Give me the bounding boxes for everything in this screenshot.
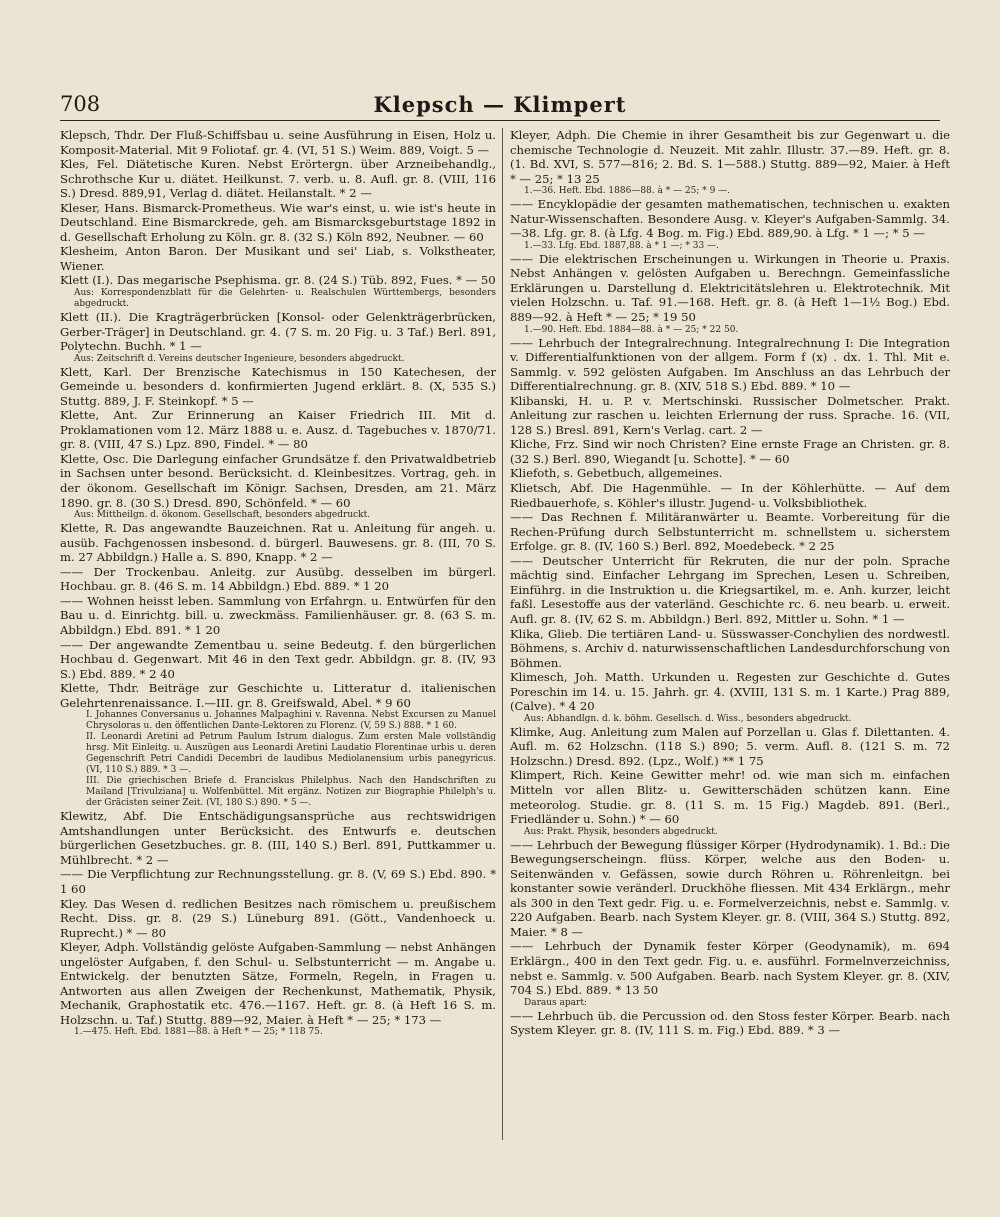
entry-note: I. Johannes Conversanus u. Johannes Malpaghini v. Ravenna. Nebst Excursen zu Manuel Chrysoloras u. den öffentlichen Dante-Lektoren zu Florenz. (V, 59 S.) 888. * 1 60. <box>86 710 496 732</box>
entry-note: Aus: Zeitschrift d. Vereins deutscher Ingenieure, besonders abgedruckt. <box>74 353 405 364</box>
entry-note: III. Die griechischen Briefe d. Franciskus Philelphus. Nach den Handschriften zu Mailand [Trivulziana] u. Wolfenbüttel. Mit ergänz. Notizen zur Biographie Philelph's u. der Gräcisten seiner Zeit. (VI, 180 S.) 890. * 5 —. <box>86 776 496 809</box>
entry: Klibanski, H. u. P. v. Mertschinski. Russischer Dolmetscher. Prakt. Anleitung zur raschen u. leichten Erlernung der russ. Sprache. 16. (VII, 128 S.) Bresl. 891, Kern's Verlag. cart. 2 — <box>510 393 950 437</box>
header-rule <box>60 120 940 121</box>
entry: Klepsch, Thdr. Der Fluß-Schiffsbau u. seine Ausführung in Eisen, Holz u. Komposit-Material. Mit 9 Foliotaf. gr. 4. (VI, 51 S.) Weim. 889, Voigt. 5 — <box>60 128 496 157</box>
entry: —— Deutscher Unterricht für Rekruten, die nur der poln. Sprache mächtig sind. Einfacher Lehrgang im Sprechen, Lesen u. Schreiben, Einführg. in die Instruktion u. die Kriegsartikel, m. e. Anh. kurzer, leicht faßl. Lesestoffe aus der vaterländ. Geschichte rc. 6. neu bearb. u. erweit. Aufl. gr. 8. (IV, 62 S. m. Abbildgn.) Berl. 892, Mittler u. Sohn. * 1 — <box>510 553 950 626</box>
entry: Klett (I.). Das megarische Psephisma. gr. 8. (24 S.) Tüb. 892, Fues. * — 50 <box>60 273 496 288</box>
entry: Kley. Das Wesen d. redlichen Besitzes nach römischem u. preußischem Recht. Diss. gr. 8. (29 S.) Lüneburg 891. (Gött., Vandenhoeck u. Ruprecht.) * — 80 <box>60 896 496 940</box>
entry: Klimpert, Rich. Keine Gewitter mehr! od. wie man sich m. einfachen Mitteln vor allen Blitz- u. Gewitterschäden schützen kann. Eine meteorolog. Studie. gr. 8. (11 S. m. 15 Fig.) Magdeb. 891. (Berl., Friedländer u. Sohn.) * — 60 <box>510 768 950 827</box>
column-divider <box>502 128 503 1140</box>
running-title: Klepsch — Klimpert <box>373 92 627 117</box>
entry: —— Lehrbuch der Bewegung flüssiger Körper (Hydrodynamik). 1. Bd.: Die Bewegungserscheingn. flüss. Körper, welche aus den Boden- u. Seitenwänden v. Gefässen, sowie durch Röhren u. Röhrenleitgn. bei konstanter sowie veränderl. Druckhöhe fliessen. Mit 434 Erklärgn., mehr als 300 in den Text gedr. Fig. u. e. Formelverzeichnis, nebst e. Sammlg. v. 220 Aufgaben. Bearb. nach System Kleyer. gr. 8. (VIII, 364 S.) Stuttg. 892, Maier. * 8 — <box>510 837 950 939</box>
entry: Klett (II.). Die Kragträgerbrücken [Konsol- oder Gelenkträgerbrücken, Gerber-Träger] in Deutschland. gr. 4. (7 S. m. 20 Fig. u. 3 Taf.) Berl. 891, Polytechn. Buchh. * 1 — <box>60 310 496 354</box>
entry: Klett, Karl. Der Brenzische Katechismus in 150 Katechesen, der Gemeinde u. besonders d. konfirmierten Jugend erklärt. 8. (X, 535 S.) Stuttg. 889, J. F. Steinkopf. * 5 — <box>60 364 496 408</box>
entry: Klewitz, Abf. Die Entschädigungsansprüche aus rechtswidrigen Amtshandlungen unter Berücksicht. des Entwurfs e. deutschen bürgerlichen Gesetzbuches. gr. 8. (III, 140 S.) Berl. 891, Puttkammer u. Mühlbrecht. * 2 — <box>60 809 496 867</box>
entry: Klette, Thdr. Beiträge zur Geschichte u. Litteratur d. italienischen Gelehrtenrenaissance. I.—III. gr. 8. Greifswald, Abel. * 9 60 <box>60 681 496 710</box>
entry: Kleyer, Adph. Die Chemie in ihrer Gesamtheit bis zur Gegenwart u. die chemische Technologie d. Neuzeit. Mit zahlr. Illustr. 37.—89. Heft. gr. 8. (1. Bd. XVI, S. 577—816; 2. Bd. S. 1—588.) Stuttg. 889—92, Maier. à Heft * — 25; * 13 25 <box>510 128 950 186</box>
entry: Kles, Fel. Diätetische Kuren. Nebst Erörtergn. über Arzneibehandlg., Schrothsche Kur u. diätet. Heilkunst. 7. verb. u. 8. Aufl. gr. 8. (VIII, 116 S.) Dresd. 889,91, Verlag d. diätet. Heilanstalt. * 2 — <box>60 157 496 201</box>
entry-note: 1.—90. Heft. Ebd. 1884—88. à * — 25; * 22 50. <box>524 324 739 335</box>
left-column <box>60 128 496 1038</box>
entry: Klimesch, Joh. Matth. Urkunden u. Regesten zur Geschichte d. Gutes Poreschin im 14. u. 15. Jahrh. gr. 4. (XVIII, 131 S. m. 1 Karte.) Prag 889, (Calve). * 4 20 <box>510 670 950 714</box>
entry-note: Aus: Mittheilgn. d. ökonom. Gesellschaft, besonders abgedruckt. <box>74 510 371 521</box>
entry: Kleyer, Adph. Vollständig gelöste Aufgaben-Sammlung — nebst Anhängen ungelöster Aufgaben, f. den Schul- u. Selbstunterricht — m. Angabe u. Entwickelg. der benutzten Sätze, Formeln, Regeln, in Fragen u. Antworten aus allen Zweigen der Rechenkunst, Mathematik, Physik, Mechanik, Graphostatik etc. 476.—1167. Heft. gr. 8. (à Heft 16 S. m. Holzschn. u. Taf.) Stuttg. 889—92, Maier. à Heft * — 25; * 173 — <box>60 940 496 1027</box>
entry-note: II. Leonardi Aretini ad Petrum Paulum Istrum dialogus. Zum ersten Male vollständig hrsg. Mit Einleitg. u. Auszügen aus Leonardi Aretini Laudatio Florentinae urbis u. deren Gegenschrift Petri Candidi Decembri de laudibus Mediolanensium urbis panegyricus. (VI, 110 S.) 889. * 3 —. <box>86 732 496 776</box>
entry: Kliche, Frz. Sind wir noch Christen? Eine ernste Frage an Christen. gr. 8. (32 S.) Berl. 890, Wiegandt [u. Schotte]. * — 60 <box>510 437 950 466</box>
entry: —— Wohnen heisst leben. Sammlung von Erfahrgn. u. Entwürfen für den Bau u. d. Einrichtg. bill. u. zweckmäss. Familienhäuser. gr. 8. (63 S. m. Abbildgn.) Ebd. 891. * 1 20 <box>60 593 496 637</box>
entry-note: Aus: Abhandlgn. d. k. böhm. Gesellsch. d. Wiss., besonders abgedruckt. <box>524 713 852 724</box>
entry-note: 1.—33. Lfg. Ebd. 1887,88. à * 1 —; * 33 —. <box>524 240 719 251</box>
entry-note: Aus: Prakt. Physik, besonders abgedruckt. <box>524 826 718 837</box>
page-number: 708 <box>60 92 101 116</box>
entry: —— Lehrbuch üb. die Percussion od. den Stoss fester Körper. Bearb. nach System Kleyer. gr. 8. (IV, 111 S. m. Fig.) Ebd. 889. * 3 — <box>510 1008 950 1038</box>
entry-note: 1.—36. Heft. Ebd. 1886—88. à * — 25; * 9 —. <box>524 186 731 197</box>
entry: Kliefoth, s. Gebetbuch, allgemeines. <box>510 466 723 481</box>
entry: —— Die Verpflichtung zur Rechnungsstellung. gr. 8. (V, 69 S.) Ebd. 890. * 1 60 <box>60 867 496 896</box>
entry: Klietsch, Abf. Die Hagenmühle. — In der Köhlerhütte. — Auf dem Riedbauerhofe, s. Köhler's illustr. Jugend- u. Volksbibliothek. <box>510 481 950 510</box>
entry: —— Der Trockenbau. Anleitg. zur Ausübg. desselben im bürgerl. Hochbau. gr. 8. (46 S. m. 14 Abbildgn.) Ebd. 889. * 1 20 <box>60 564 496 594</box>
entry: —— Die elektrischen Erscheinungen u. Wirkungen in Theorie u. Praxis. Nebst Anhängen v. gelösten Aufgaben u. Berechngn. Gemeinfassliche Erklärungen u. Darstellung d. Elektricitätslehren u. Elektrotechnik. Mit vielen Holzschn. u. Taf. 91.—168. Heft. gr. 8. (à Heft 1—1½ Bog.) Ebd. 889—92. à Heft * — 25; * 19 50 <box>510 251 950 325</box>
entry: —— Lehrbuch der Integralrechnung. Integralrechnung I: Die Integration v. Differentialfunktionen von der allgem. Form f (x) . dx. 1. Thl. Mit e. Sammlg. v. 592 gelösten Aufgaben. Im Anschluss an das Lehrbuch der Differentialrechnung. gr. 8. (XIV, 518 S.) Ebd. 889. * 10 — <box>510 335 950 394</box>
entry: Kleser, Hans. Bismarck-Prometheus. Wie war's einst, u. wie ist's heute in Deutschland. Eine Bismarckrede, geh. am Bismarcksgeburtstage 1892 in d. Gesellschaft Erholung zu Köln. gr. 8. (32 S.) Köln 892, Neubner. — 60 <box>60 200 496 244</box>
entry: Klika, Glieb. Die tertiären Land- u. Süsswasser-Conchylien des nordwestl. Böhmens, s. Archiv d. naturwissenschaftlichen Landesdurchforschung von Böhmen. <box>510 626 950 670</box>
entry: Klette, Osc. Die Darlegung einfacher Grundsätze f. den Privatwaldbetrieb in Sachsen unter besond. Berücksicht. d. Kleinbesitzes. Vortrag, geh. in der ökonom. Gesellschaft im Königr. Sachsen, Dresden, am 21. März 1890. gr. 8. (30 S.) Dresd. 890, Schönfeld. * — 60 <box>60 451 496 510</box>
entry: —— Encyklopädie der gesamten mathematischen, technischen u. exakten Natur-Wissenschaften. Besondere Ausg. v. Kleyer's Aufgaben-Sammlg. 34.—38. Lfg. gr. 8. (à Lfg. 4 Bog. m. Fig.) Ebd. 889,90. à Lfg. * 1 —; * 5 — <box>510 197 950 241</box>
entry-note: Aus: Korrespondenzblatt für die Gelehrten- u. Realschulen Württembergs, besonders abgedruckt. <box>74 288 496 310</box>
right-column <box>510 128 950 1038</box>
entry: —— Der angewandte Zementbau u. seine Bedeutg. f. den bürgerlichen Hochbau d. Gegenwart. Mit 46 in den Text gedr. Abbildgn. gr. 8. (IV, 93 S.) Ebd. 889. * 2 40 <box>60 637 496 681</box>
entry: Klesheim, Anton Baron. Der Musikant und sei' Liab, s. Volkstheater, Wiener. <box>60 244 496 273</box>
entry: —— Das Rechnen f. Militäranwärter u. Beamte. Vorbereitung für die Rechen-Prüfung durch Selbstunterricht m. schnellstem u. sicherstem Erfolge. gr. 8. (IV, 160 S.) Berl. 892, Moedebeck. * 2 25 <box>510 510 950 554</box>
entry: Klette, R. Das angewandte Bauzeichnen. Rat u. Anleitung für angeh. u. ausüb. Fachgenossen insbesond. d. bürgerl. Bauwesens. gr. 8. (III, 70 S. m. 27 Abbildgn.) Halle a. S. 890, Knapp. * 2 — <box>60 521 496 565</box>
entry-note: 1.—475. Heft. Ebd. 1881—88. à Heft * — 25; * 118 75. <box>74 1027 323 1038</box>
entry: Klette, Ant. Zur Erinnerung an Kaiser Friedrich III. Mit d. Proklamationen vom 12. März 1888 u. e. Ausz. d. Tagebuches v. 1870/71. gr. 8. (VIII, 47 S.) Lpz. 890, Findel. * — 80 <box>60 408 496 452</box>
entry: Klimke, Aug. Anleitung zum Malen auf Porzellan u. Glas f. Dilettanten. 4. Aufl. m. 62 Holzschn. (118 S.) 890; 5. verm. Aufl. 8. (121 S. m. 72 Holzschn.) Dresd. 892. (Lpz., Wolf.) ** 1 75 <box>510 724 950 768</box>
entry: —— Lehrbuch der Dynamik fester Körper (Geodynamik), m. 694 Erklärgn., 400 in den Text gedr. Fig. u. e. ausführl. Formelnverzeichniss, nebst e. Sammlg. v. 500 Aufgaben. Bearb. nach System Kleyer. gr. 8. (XIV, 704 S.) Ebd. 889. * 13 50 <box>510 939 950 998</box>
entry-note: Daraus apart: <box>524 997 587 1008</box>
